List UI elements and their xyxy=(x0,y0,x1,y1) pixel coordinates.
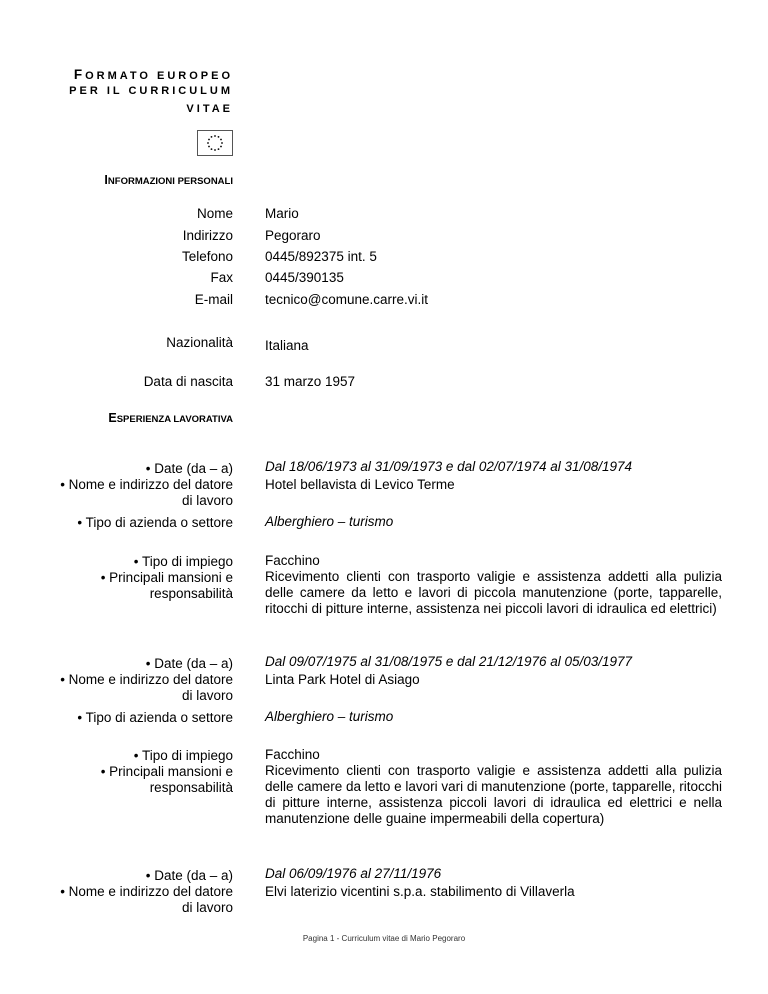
label-email: E-mail xyxy=(194,292,233,307)
job-1-sector: Alberghiero – turismo xyxy=(265,514,394,529)
job-1-date: Dal 18/06/1973 al 31/09/1973 e dal 02/07/1974 al 31/08/1974 xyxy=(265,459,633,474)
label-impiego: • Tipo di impiego xyxy=(133,748,233,763)
job-2-employer: Linta Park Hotel di Asiago xyxy=(265,672,420,687)
label-date: • Date (da – a) xyxy=(145,656,233,671)
label-settore: • Tipo di azienda o settore xyxy=(77,515,233,530)
job-2-date: Dal 09/07/1975 al 31/08/1975 e dal 21/12/1976 al 05/03/1977 xyxy=(265,654,633,669)
cv-title-line-1: FORMATO EUROPEO xyxy=(73,67,233,82)
label-fax: Fax xyxy=(210,270,233,285)
value-nome: Mario xyxy=(265,206,299,221)
label-datore-cont: di lavoro xyxy=(181,493,233,508)
value-telefono: 0445/892375 int. 5 xyxy=(265,249,377,264)
label-datore: • Nome e indirizzo del datore xyxy=(60,884,233,899)
value-nazionalita: Italiana xyxy=(265,338,309,353)
label-mansioni-cont: responsabilità xyxy=(149,586,233,601)
job-2-role: Facchino xyxy=(265,747,320,762)
section-heading-personal: INFORMAZIONI PERSONALI xyxy=(104,173,233,187)
job-1-employer: Hotel bellavista di Levico Terme xyxy=(265,477,455,492)
label-date: • Date (da – a) xyxy=(145,868,233,883)
label-datore-cont: di lavoro xyxy=(181,688,233,703)
label-indirizzo: Indirizzo xyxy=(182,228,233,243)
job-1-role: Facchino xyxy=(265,553,320,568)
job-1-duties: Ricevimento clienti con trasporto valigie e assistenza addetti alla pulizia delle camere da letto e lavori di piccola manutenzione (porte, tapparelle, ritocchi di pitture interne, assistenza nei piccoli lavori di idraulica ed elettrici) xyxy=(265,569,722,616)
value-email[interactable]: tecnico@comune.carre.vi.it xyxy=(265,292,429,307)
section-heading-work: ESPERIENZA LAVORATIVA xyxy=(108,411,233,425)
job-3-employer: Elvi laterizio vicentini s.p.a. stabilimento di Villaverla xyxy=(265,884,575,899)
value-fax: 0445/390135 xyxy=(265,270,344,285)
cv-title-line-2: PER IL CURRICULUM xyxy=(69,85,233,97)
label-data-nascita: Data di nascita xyxy=(143,374,233,389)
label-datore: • Nome e indirizzo del datore xyxy=(60,672,233,687)
label-mansioni-cont: responsabilità xyxy=(149,780,233,795)
label-nazionalita: Nazionalità xyxy=(166,335,233,350)
label-date: • Date (da – a) xyxy=(145,461,233,476)
label-datore-cont: di lavoro xyxy=(181,900,233,915)
value-indirizzo: Pegoraro xyxy=(265,228,321,243)
label-mansioni: • Principali mansioni e xyxy=(100,764,233,779)
label-impiego: • Tipo di impiego xyxy=(133,554,233,569)
value-data-nascita: 31 marzo 1957 xyxy=(265,374,356,389)
page-footer: Pagina 1 - Curriculum vitae di Mario Pegoraro xyxy=(302,934,466,943)
cv-title-line-3: VITAE xyxy=(186,103,233,115)
eu-flag-logo xyxy=(197,130,233,156)
label-datore: • Nome e indirizzo del datore xyxy=(60,477,233,492)
label-telefono: Telefono xyxy=(181,249,233,264)
label-settore: • Tipo di azienda o settore xyxy=(77,710,233,725)
job-3-date: Dal 06/09/1976 al 27/11/1976 xyxy=(265,866,442,881)
label-nome: Nome xyxy=(196,206,233,221)
job-2-duties: Ricevimento clienti con trasporto valigie e assistenza addetti alla pulizia delle camere da letto e lavori vari di manutenzione (porte, tapparelle, ritocchi di pitture interne, assistenza piccoli lavori di idraulica ed elettrici e nella manutenzione delle guaine impermeabili della copertura) xyxy=(265,763,722,826)
job-2-sector: Alberghiero – turismo xyxy=(265,709,394,724)
label-mansioni: • Principali mansioni e xyxy=(100,570,233,585)
